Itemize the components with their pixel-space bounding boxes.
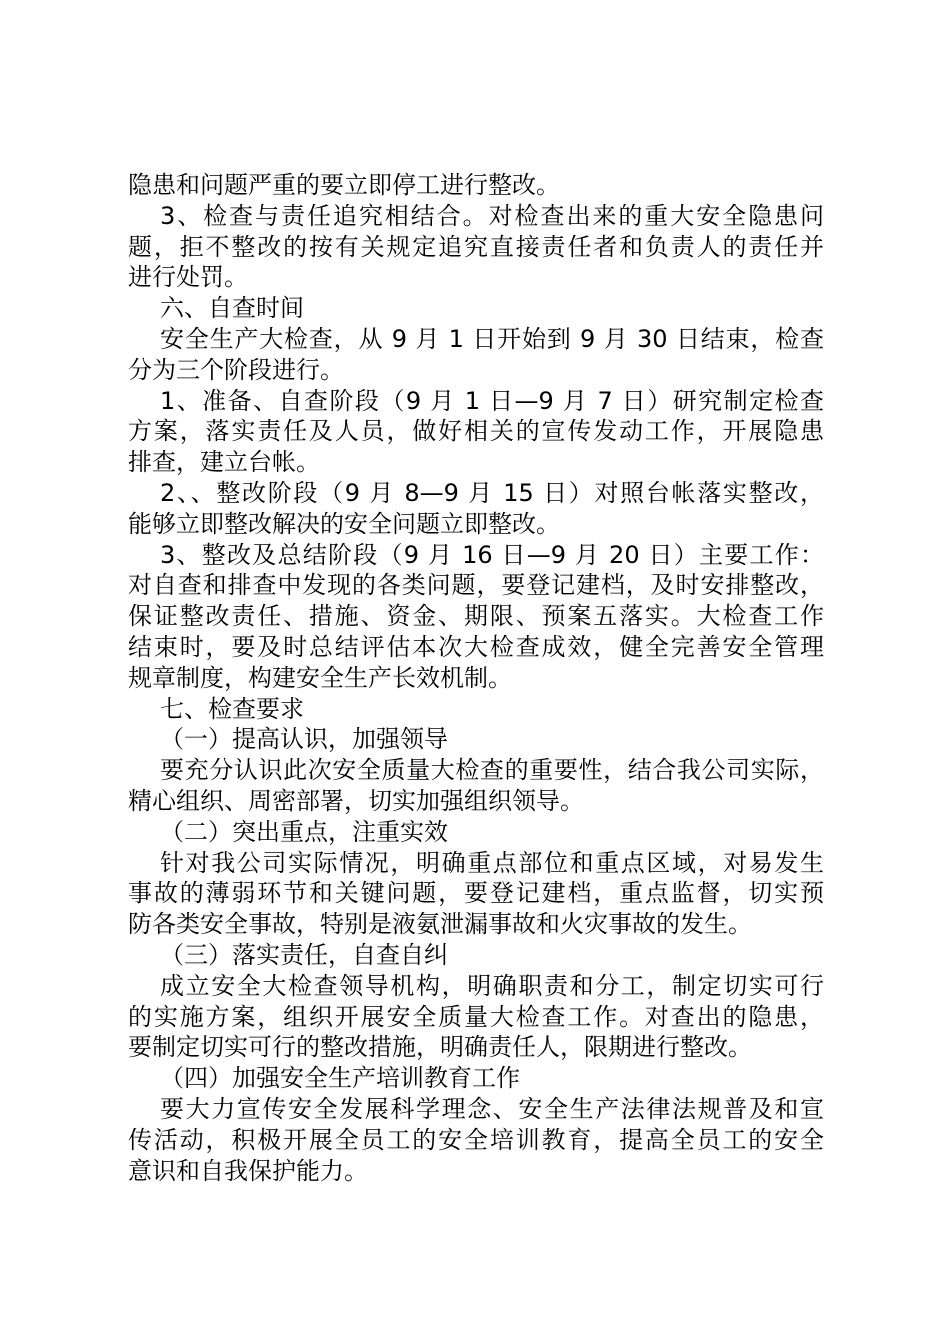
text-line: 成立安全大检查领导机构，明确职责和分工，制定切实可行 <box>160 971 824 1000</box>
document-body <box>128 170 824 1186</box>
text-line: 进行处罚。 <box>128 263 248 292</box>
text-line: 意识和自我保护能力。 <box>128 1156 368 1185</box>
text-line: 要充分认识此次安全质量大检查的重要性，结合我公司实际， <box>160 756 824 785</box>
text-line: 要制定切实可行的整改措施，明确责任人，限期进行整改。 <box>128 1033 752 1062</box>
text-line: 事故的薄弱环节和关键问题，要登记建档，重点监督，切实预 <box>128 879 824 908</box>
text-line: 1、准备、自查阶段（9 月 1 日—9 月 7 日）研究制定检查 <box>160 386 824 415</box>
text-line: 对自查和排查中发现的各类问题，要登记建档，及时安排整改， <box>128 571 824 600</box>
text-line: （四）加强安全生产培训教育工作 <box>160 1064 520 1093</box>
text-line: 六、自查时间 <box>160 294 304 323</box>
text-line: 能够立即整改解决的安全问题立即整改。 <box>128 509 560 538</box>
text-line: 方案，落实责任及人员，做好相关的宣传发动工作，开展隐患 <box>128 417 824 446</box>
text-line: 要大力宣传安全发展科学理念、安全生产法律法规普及和宣 <box>160 1094 824 1123</box>
text-line: 排查，建立台帐。 <box>128 448 320 477</box>
text-line: 结束时，要及时总结评估本次大检查成效，健全完善安全管理 <box>128 632 824 661</box>
text-line: 2、、整改阶段（9 月 8—9 月 15 日）对照台帐落实整改， <box>160 478 824 507</box>
text-line: 分为三个阶段进行。 <box>128 355 344 384</box>
text-line: 隐患和问题严重的要立即停工进行整改。 <box>128 171 560 199</box>
text-line: 防各类安全事故，特别是液氨泄漏事故和火灾事故的发生。 <box>128 910 752 939</box>
text-line: 3、检查与责任追究相结合。对检查出来的重大安全隐患问 <box>160 201 824 230</box>
text-line: 安全生产大检查，从 9 月 1 日开始到 9 月 30 日结束，检查 <box>160 324 824 353</box>
text-line: （三）落实责任，自查自纠 <box>160 940 448 969</box>
text-line: 精心组织、周密部署，切实加强组织领导。 <box>128 786 584 815</box>
text-line: 七、检查要求 <box>160 694 304 723</box>
text-line: 保证整改责任、措施、资金、期限、预案五落实。大检查工作 <box>128 602 824 631</box>
text-line: 的实施方案，组织开展安全质量大检查工作。对查出的隐患， <box>128 1002 824 1031</box>
text-line: 题，拒不整改的按有关规定追究直接责任者和负责人的责任并 <box>128 232 824 261</box>
text-line: 针对我公司实际情况，明确重点部位和重点区域，对易发生 <box>160 848 824 877</box>
text-line: 3、整改及总结阶段（9 月 16 日—9 月 20 日）主要工作： <box>160 540 824 569</box>
text-line: （二）突出重点，注重实效 <box>160 817 448 846</box>
text-line: 规章制度，构建安全生产长效机制。 <box>128 663 512 692</box>
text-line: 传活动，积极开展全员工的安全培训教育，提高全员工的安全 <box>128 1125 824 1154</box>
text-line: （一）提高认识，加强领导 <box>160 725 448 754</box>
